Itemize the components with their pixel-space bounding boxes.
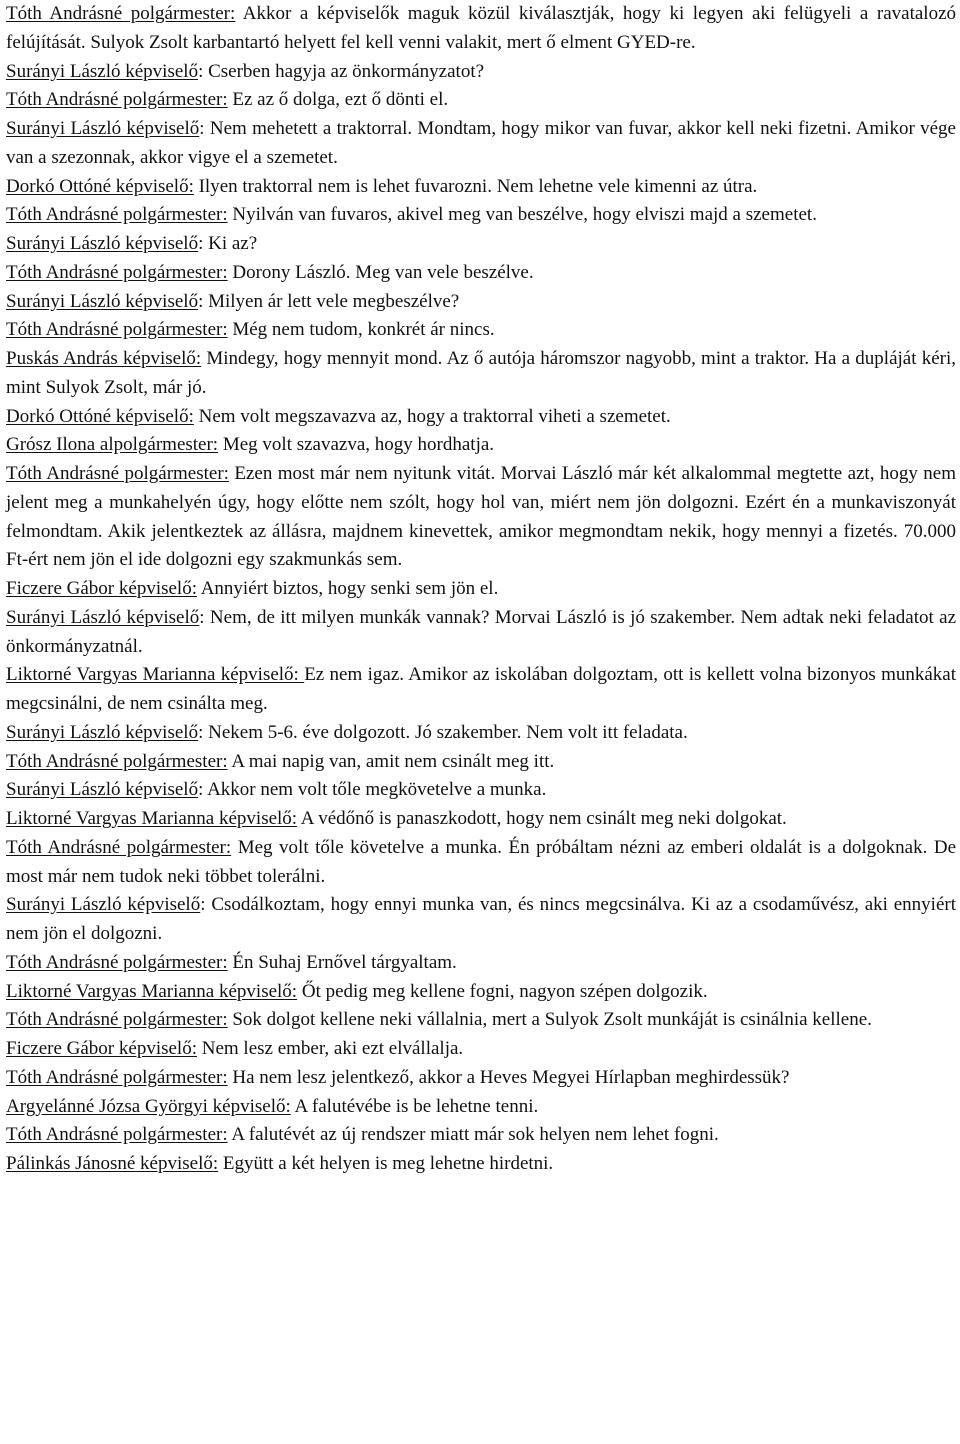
speech-text: Sok dolgot kellene neki vállalnia, mert a Sulyok Zsolt munkáját is csinálnia kellene. — [232, 1009, 872, 1031]
speaker-name: Surányi László képviselő — [6, 118, 200, 139]
speaker-separator: : — [199, 606, 210, 628]
speech-text: Akkor a képviselők maguk közül kiválasztják, hogy ki legyen aki felügyeli a ravatalozó felújítását. Sulyok Zsolt karbantartó helyett fel kell venni valakit, mert ő elment GYED-re. — [6, 3, 957, 53]
speaker-name: Tóth Andrásné polgármester: — [6, 836, 232, 858]
speaker-name: Puskás András képviselő: — [6, 348, 202, 369]
speech-text: Nekem 5-6. éve dolgozott. Jó szakember. Nem volt itt feladata. — [208, 721, 688, 743]
transcript-paragraph — [6, 259, 956, 288]
transcript-paragraph — [6, 460, 956, 575]
speech-text: Nem volt megszavazva az, hogy a traktorral viheti a szemetet. — [198, 405, 671, 427]
transcript-paragraph — [6, 575, 956, 604]
transcript-paragraph — [6, 1150, 956, 1179]
speech-text: Nem, de itt milyen munkák vannak? Morvai László is jó szakember. Nem adtak neki feladatot az önkormányzatnál. — [6, 606, 956, 657]
speech-text: Ha nem lesz jelentkező, akkor a Heves Megyei Hírlapban meghirdessük? — [232, 1066, 790, 1088]
transcript-paragraph — [6, 345, 956, 403]
transcript-paragraph — [6, 0, 956, 58]
speaker-separator: : — [198, 60, 209, 82]
speaker-name: Ficzere Gábor képviselő: — [6, 578, 197, 599]
speaker-separator: : — [198, 233, 209, 254]
transcript-paragraph — [6, 173, 956, 202]
speaker-name: Surányi László képviselő — [6, 894, 201, 916]
speech-text: Dorony László. Meg van vele beszélve. — [232, 261, 534, 283]
transcript-paragraph — [6, 201, 956, 230]
speaker-separator: : — [198, 290, 209, 312]
transcript-paragraph — [6, 604, 956, 662]
transcript-paragraph — [6, 978, 956, 1007]
speaker-name: Surányi László képviselő — [6, 233, 199, 254]
speaker-name: Surányi László képviselő — [6, 721, 199, 743]
speaker-name: Grósz Ilona alpolgármester: — [6, 434, 219, 456]
speaker-name: Surányi László képviselő — [6, 290, 199, 312]
speaker-name: Liktorné Vargyas Marianna képviselő: — [6, 980, 298, 1002]
speaker-name: Dorkó Ottóné képviselő: — [6, 175, 194, 197]
speaker-separator: : — [199, 118, 210, 139]
transcript-paragraph — [6, 1035, 956, 1064]
transcript-paragraph — [6, 661, 956, 719]
speech-text: Cserben hagyja az önkormányzatot? — [208, 60, 485, 82]
speech-text: Még nem tudom, konkrét ár nincs. — [232, 319, 495, 341]
transcript-paragraph — [6, 115, 956, 173]
speaker-name: Argyelánné Józsa Györgyi képviselő: — [6, 1095, 291, 1117]
speech-text: Milyen ár lett vele megbeszélve? — [208, 290, 460, 312]
speaker-name: Tóth Andrásné polgármester: — [6, 3, 236, 24]
speech-text: Meg volt tőle követelve a munka. Én próbáltam nézni az emberi oldalát is a dolgoknak. De most már nem tudok neki többet tolerálni. — [6, 836, 957, 887]
transcript-paragraph — [6, 834, 956, 892]
speech-text: A falutévét az új rendszer miatt már sok helyen nem lehet fogni. — [231, 1124, 719, 1146]
speaker-name: Surányi László képviselő — [6, 779, 199, 801]
speech-text: A védőnő is panaszkodott, hogy nem csinált meg neki dolgokat. — [300, 808, 787, 829]
transcript-paragraph — [6, 316, 956, 345]
speaker-name: Tóth Andrásné polgármester: — [6, 89, 228, 111]
transcript-paragraph — [6, 776, 956, 805]
speaker-name: Tóth Andrásné polgármester: — [6, 204, 228, 226]
speech-text: A mai napig van, amit nem csinált meg itt. — [231, 750, 555, 772]
transcript-paragraph — [6, 748, 956, 777]
speaker-name: Tóth Andrásné polgármester: — [6, 1124, 228, 1146]
speech-text: Ki az? — [208, 233, 258, 254]
speech-text: Ezen most már nem nyitunk vitát. Morvai László már két alkalommal megtette azt, hogy nem jelent meg a munkahelyén úgy, hogy előtte nem szólt, hogy hol van, miért nem jön dolgozni. Ezért én a munkaviszonyát felmondtam. Akik jelentkeztek az állásra, majdnem kinevettek, amikor megmondtam nekik, hogy mennyi a fizetés. 70.000 Ft-ért nem jön el ide dolgozni egy szakmunkás sem. — [6, 463, 957, 571]
transcript-paragraph — [6, 1093, 956, 1122]
transcript-paragraph — [6, 230, 956, 259]
speech-text: Ilyen traktorral nem is lehet fuvarozni. Nem lehetne vele kimenni az útra. — [198, 175, 758, 197]
speaker-name: Tóth Andrásné polgármester: — [6, 1066, 228, 1088]
speech-text: Nem lesz ember, aki ezt elvállalja. — [201, 1038, 464, 1059]
speech-text: Nem mehetett a traktorral. Mondtam, hogy mikor van fuvar, akkor kell neki fizetni. Amikor vége van a szezonnak, akkor vigye el a szemetet. — [6, 118, 956, 168]
transcript-paragraph — [6, 58, 956, 87]
transcript-paragraph — [6, 949, 956, 978]
speaker-name: Liktorné Vargyas Marianna képviselő: — [6, 664, 305, 686]
speaker-name: Dorkó Ottóné képviselő: — [6, 405, 194, 427]
transcript-paragraph — [6, 403, 956, 432]
transcript-paragraph — [6, 891, 956, 949]
speech-text: Én Suhaj Ernővel tárgyaltam. — [232, 951, 457, 973]
speech-text: Ez az ő dolga, ezt ő dönti el. — [232, 89, 449, 111]
speech-text: Mindegy, hogy mennyit mond. Az ő autója háromszor nagyobb, mint a traktor. Ha a dupláját kéri, mint Sulyok Zsolt, már jó. — [6, 348, 957, 398]
speech-text: Együtt a két helyen is meg lehetne hirdetni. — [222, 1153, 554, 1174]
speech-text: Akkor nem volt tőle megkövetelve a munka. — [207, 779, 547, 801]
transcript-paragraph — [6, 1006, 956, 1035]
transcript-paragraph — [6, 86, 956, 115]
speech-text: A falutévébe is be lehetne tenni. — [294, 1095, 539, 1117]
speech-text: Csodálkoztam, hogy ennyi munka van, és nincs megcsinálva. Ki az a csodaművész, aki ennyiért nem jön el dolgozni. — [6, 894, 956, 944]
speaker-name: Tóth Andrásné polgármester: — [6, 1009, 228, 1031]
speaker-name: Tóth Andrásné polgármester: — [6, 319, 228, 341]
speech-text: Nyilván van fuvaros, akivel meg van beszélve, hogy elviszi majd a szemetet. — [232, 204, 817, 226]
transcript-paragraph — [6, 719, 956, 748]
speaker-name: Liktorné Vargyas Marianna képviselő: — [6, 808, 298, 829]
speaker-name: Pálinkás Jánosné képviselő: — [6, 1153, 219, 1174]
transcript-paragraph — [6, 1121, 956, 1150]
speaker-name: Tóth Andrásné polgármester: — [6, 463, 229, 484]
speaker-name: Tóth Andrásné polgármester: — [6, 951, 228, 973]
speech-text: Őt pedig meg kellene fogni, nagyon szépen dolgozik. — [301, 980, 708, 1002]
speaker-separator: : — [200, 894, 212, 916]
speaker-name: Tóth Andrásné polgármester: — [6, 750, 228, 772]
speaker-name: Surányi László képviselő — [6, 606, 200, 628]
speaker-separator: : — [198, 779, 208, 801]
speaker-name: Tóth Andrásné polgármester: — [6, 261, 228, 283]
speech-text: Ez nem igaz. Amikor az iskolában dolgoztam, ott is kellett volna bizonyos munkákat megcsinálni, de nem csinálta meg. — [6, 664, 957, 714]
speaker-name: Surányi László képviselő — [6, 60, 199, 82]
transcript-paragraph — [6, 288, 956, 317]
speaker-name: Ficzere Gábor képviselő: — [6, 1038, 197, 1059]
speaker-separator — [235, 3, 243, 24]
transcript-paragraph — [6, 1064, 956, 1093]
transcript-paragraph — [6, 431, 956, 460]
transcript-paragraph — [6, 805, 956, 834]
speaker-separator: : — [198, 721, 209, 743]
speech-text: Meg volt szavazva, hogy hordhatja. — [222, 434, 495, 456]
speech-text: Annyiért biztos, hogy senki sem jön el. — [200, 578, 499, 599]
